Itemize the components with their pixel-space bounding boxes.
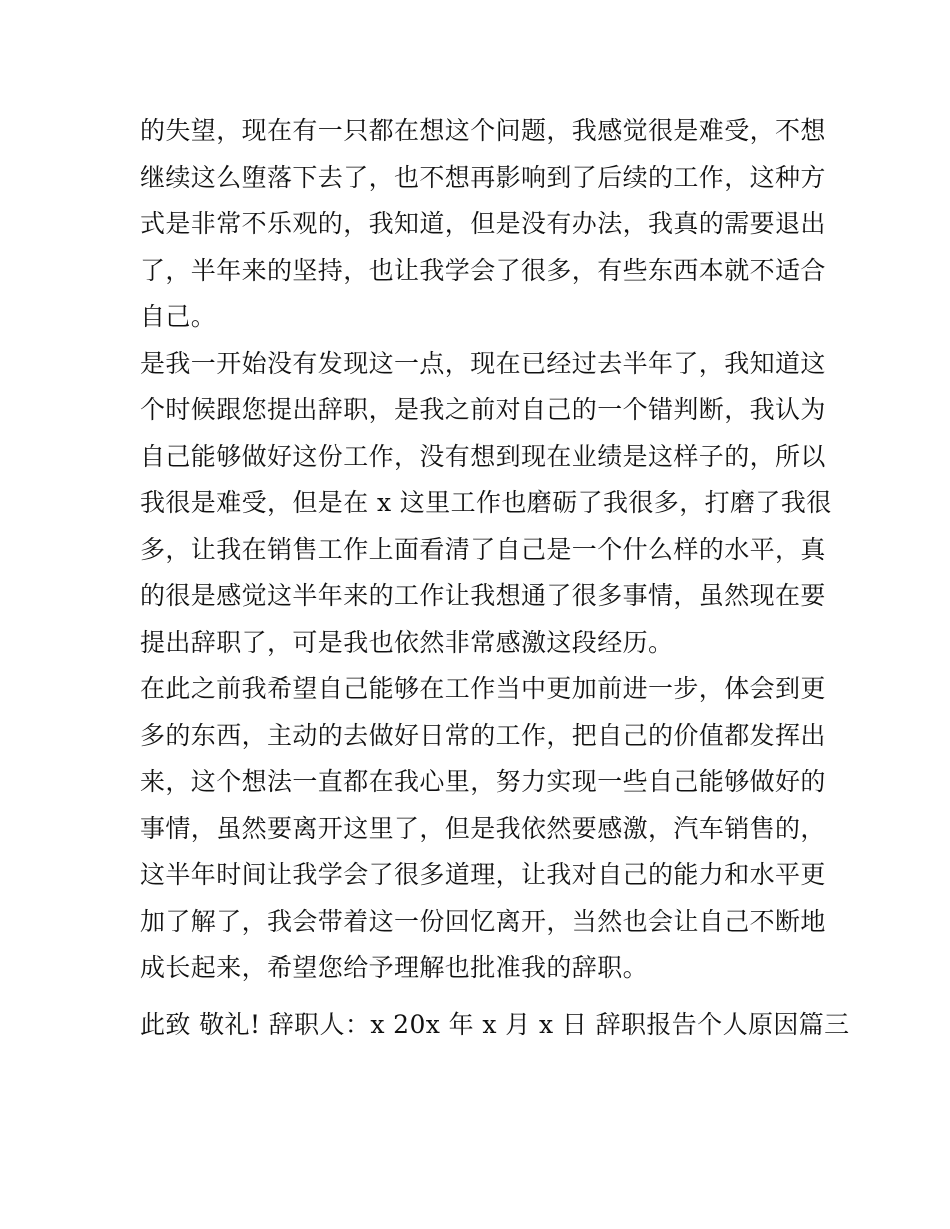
text-line: 我很是难受，但是在 x 这里工作也磨砺了我很多，打磨了我很: [140, 488, 832, 517]
text-line: 多的东西，主动的去做好日常的工作，把自己的价值都发挥出: [140, 720, 826, 750]
text-line: 自己。: [140, 302, 217, 331]
text-line: 式是非常不乐观的，我知道，但是没有办法，我真的需要退出: [140, 209, 826, 238]
text-line: 是我一开始没有发现这一点，现在已经过去半年了，我知道这: [140, 348, 826, 378]
text-line: 成长起来，希望您给予理解也批准我的辞职。: [140, 953, 649, 982]
text-line: 的失望，现在有一只都在想这个问题，我感觉很是难受，不想: [140, 116, 826, 145]
text-line: 这半年时间让我学会了很多道理，让我对自己的能力和水平更: [140, 860, 826, 889]
text-line: 事情，虽然要离开这里了，但是我依然要感激，汽车销售的，: [140, 813, 826, 843]
text-line: 的很是感觉这半年来的工作让我想通了很多事情，虽然现在要: [140, 581, 826, 610]
text-line: 多，让我在销售工作上面看清了自己是一个什么样的水平，真: [140, 534, 826, 564]
document-body: [140, 108, 850, 1048]
text-line: 了，半年来的坚持，也让我学会了很多，有些东西本就不适合: [140, 255, 826, 285]
text-line: 在此之前我希望自己能够在工作当中更加前进一步，体会到更: [140, 674, 826, 703]
text-line: 继续这么堕落下去了，也不想再影响到了后续的工作，这种方: [140, 162, 826, 192]
text-line: 来，这个想法一直都在我心里，努力实现一些自己能够做好的: [140, 767, 826, 796]
text-line: 个时候跟您提出辞职，是我之前对自己的一个错判断，我认为: [140, 395, 826, 424]
text-line: 自己能够做好这份工作，没有想到现在业绩是这样子的，所以: [140, 441, 826, 471]
text-line: 加了解了，我会带着这一份回忆离开，当然也会让自己不断地: [140, 906, 826, 936]
closing-line: 此致 敬礼! 辞职人：x 20x 年 x 月 x 日 辞职报告个人原因篇三: [140, 1009, 850, 1039]
text-line: 提出辞职了，可是我也依然非常感激这段经历。: [140, 627, 674, 657]
